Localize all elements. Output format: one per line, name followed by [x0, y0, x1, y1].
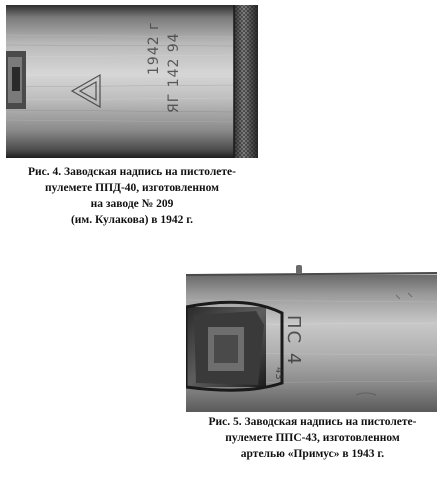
ppd-40-engraving-serial: ЯГ 142 94: [166, 32, 182, 113]
figure-4-caption-line: (им. Кулакова) в 1942 г.: [70, 214, 194, 226]
ppd-40-receiver-image: [6, 5, 258, 158]
figure-4-caption: [6, 164, 258, 228]
figure-4-caption-line: пулемете ППД-40, изготовленном: [44, 182, 220, 194]
pps-43-marking-photo: [186, 265, 437, 412]
figure-5-caption: [180, 414, 445, 462]
figure-5-caption-line: артелью «Примус» в 1943 г.: [240, 448, 385, 460]
pps-43-receiver-image: [186, 265, 437, 412]
pps-43-engraving-serial: ПС 4: [283, 315, 304, 367]
pps-43-engraving-year: 43: [273, 367, 284, 380]
figure-5-caption-line: Рис. 5. Заводская надпись на пистолете-: [208, 416, 417, 428]
figure-5-caption-line: пулемете ППС-43, изготовленном: [225, 432, 400, 444]
figure-4-caption-line: на заводе № 209: [90, 198, 174, 210]
figure-4-caption-line: Рис. 4. Заводская надпись на пистолете-: [28, 166, 236, 178]
ppd-40-engraving-year: 1942 г: [146, 21, 162, 75]
ppd-40-marking-photo: [6, 5, 258, 158]
